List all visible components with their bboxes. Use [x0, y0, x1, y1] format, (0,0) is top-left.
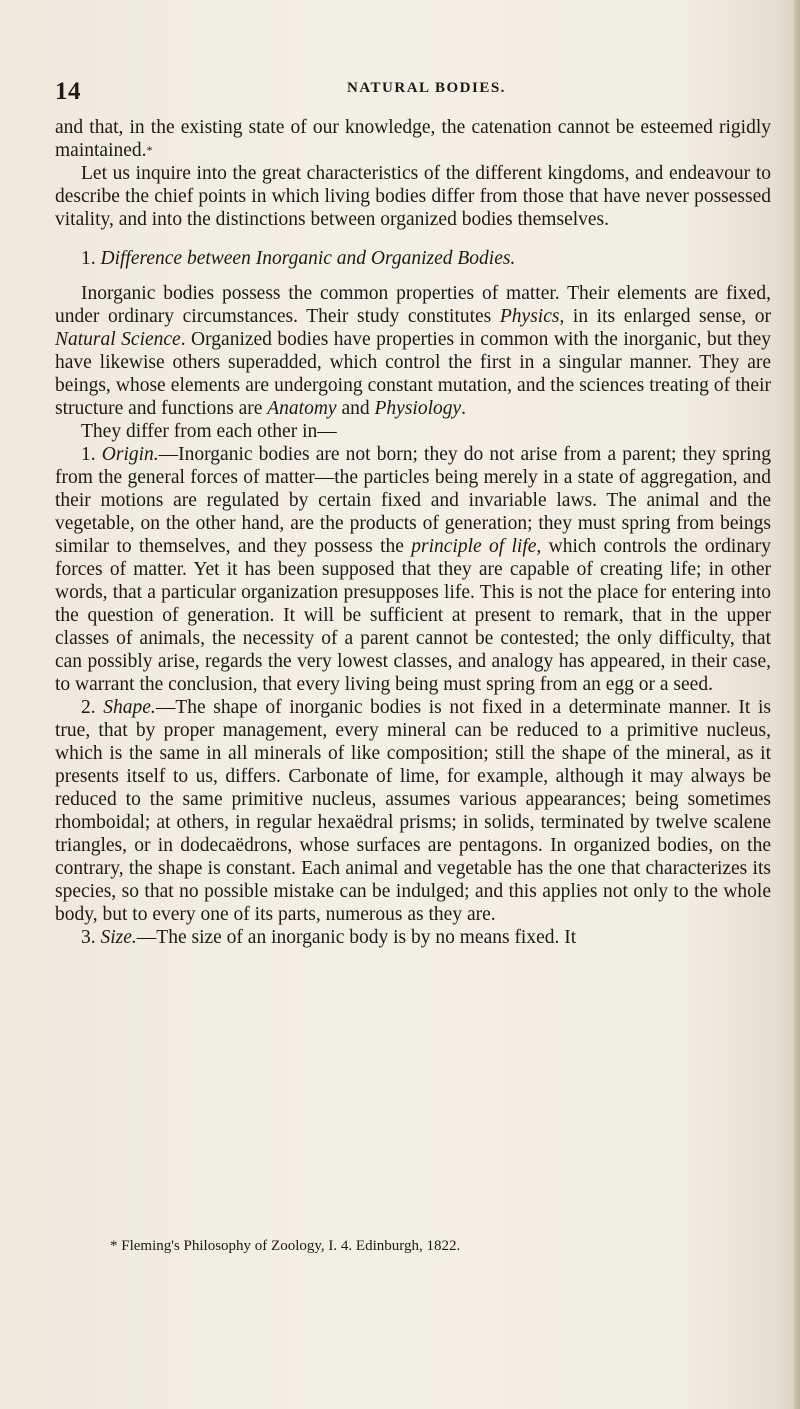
running-head: NATURAL BODIES. [347, 80, 506, 96]
page-header [55, 78, 760, 104]
paragraph-differ: They differ from each other in— [81, 421, 337, 442]
term-size: Size. [100, 927, 137, 948]
footnote-mark: * [146, 143, 153, 157]
section-heading: 1. Difference between Inorganic and Organized Bodies. [81, 248, 516, 269]
paragraph-origin: 1. Origin.—Inorganic bodies are not born; they do not arise from a parent; they spring from the general forces of matter—the particles being merely in a state of aggregation, and their motions are regulated by certain fixed and invariable laws. The animal and the vegetable, on the other hand, are the products of generation; they must spring from beings similar to themselves, and they possess the principle of life, which controls the ordinary forces of matter. Yet it has been supposed that they are capable of creating life; in other words, that a particular organization presupposes life. This is not the place for entering into the question of generation. It will be sufficient at present to remark, that in the upper classes of animals, the necessity of a parent cannot be contested; the only difficulty, that can possibly arise, regards the very lowest classes, and analogy has appeared, in their case, to warrant the conclusion, that every living being must spring from an egg or a seed. [55, 444, 772, 695]
term-shape: Shape. [103, 697, 156, 718]
paragraph-size: 3. Size.—The size of an inorganic body is by no means fixed. It [81, 927, 577, 948]
paragraph-inorganic: Inorganic bodies possess the common properties of matter. Their elements are fixed, under ordinary circumstances. Their study constitutes Physics, in its enlarged sense, or Natural Science. Organized bodies have properties in common with the inorganic, but they have likewise others superadded, which control the first in a singular manner. They are beings, whose elements are undergoing constant mutation, and the sciences treating of their structure and functions are Anatomy and Physiology. [55, 283, 771, 419]
page-edge [794, 0, 800, 1409]
page-number: 14 [55, 78, 81, 105]
page-body [55, 116, 771, 949]
section-heading-title: Difference between Inorganic and Organized Bodies. [100, 248, 516, 269]
paragraph-intro: Let us inquire into the great characteristics of the different kingdoms, and endeavour to describe the chief points in which living bodies differ from those that have never possessed vitality, and into the distinctions between organized bodies themselves. [55, 163, 771, 230]
term-origin: Origin. [101, 444, 159, 465]
paragraph-shape: 2. Shape.—The shape of inorganic bodies is not fixed in a determinate manner. It is true, that by proper management, every mineral can be reduced to a primitive nucleus, which is the same in all minerals of like composition; still the shape of the mineral, as it presents itself to us, differs. Carbonate of lime, for example, although it may always be reduced to the same primitive nucleus, assumes various appearances; being sometimes rhomboidal; at others, in regular hexaëdral prisms; in solids, terminated by twelve scalene triangles, or in dodecaëdrons, whose surfaces are pentagons. In organized bodies, on the contrary, the shape is constant. Each animal and vegetable has the one that characterizes its species, so that no possible mistake can be indulged; and this applies not only to the whole body, but to every one of its parts, numerous as they are. [55, 697, 771, 925]
footnote: * Fleming's Philosophy of Zoology, I. 4. Edinburgh, 1822. [110, 1238, 461, 1254]
paragraph-continuation: and that, in the existing state of our knowledge, the catenation cannot be esteemed rigidly maintained.* [55, 117, 771, 161]
